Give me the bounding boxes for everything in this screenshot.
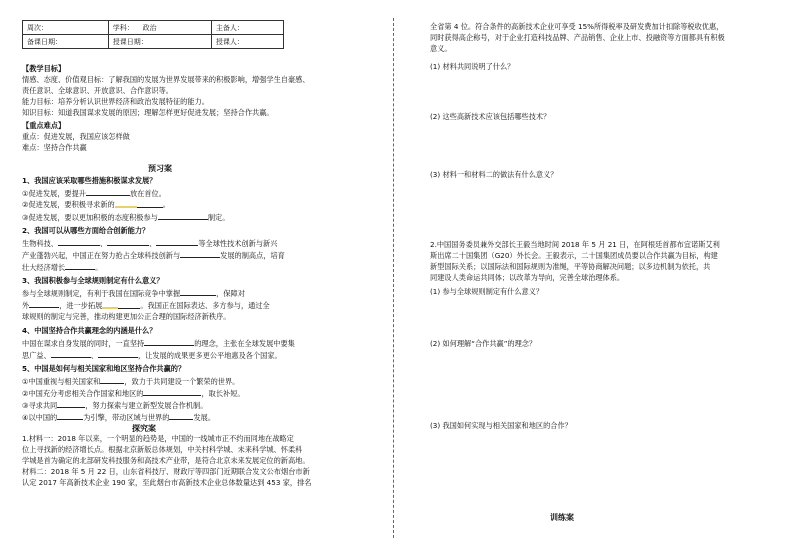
- q5-b: ②中国充分考虑相关合作国家和地区的 ，取长补短。: [22, 389, 245, 398]
- q1-b: ②促进发展，要积极寻求新的 。: [22, 200, 170, 209]
- blank[interactable]: [65, 262, 95, 270]
- q2-b: 产业蓬勃兴起，中国正在努力抢占全球科技创新与 发展的制高点，培育: [22, 251, 285, 260]
- goal-emotion-2: 责任意识、全球意识、开放意识、合作意识等。: [22, 86, 173, 95]
- q4-b: 思广益、 、 ，让发展的成果更多更公平地惠及各个国家。: [22, 351, 282, 360]
- q1-a: ①促进发展，要提升 放在首位。: [22, 189, 166, 198]
- material-2-cont-1: 全省第 4 位。符合条件的高新技术企业可享受 15%所得税率及研发费加计扣除等税收优惠，: [430, 22, 724, 31]
- blank[interactable]: [98, 350, 138, 358]
- q3-a: 参与全球规则制定，有利于我国在国际竞争中掌握 ，保障对: [22, 289, 245, 298]
- info-row-2: [23, 35, 284, 49]
- highlight-mark: [102, 304, 118, 309]
- info-row-1: [23, 21, 284, 35]
- highlight-mark: [115, 203, 137, 208]
- inquiry-title: 探究案: [132, 424, 156, 433]
- q3-b: 外 ，进一步拓展 。我国正在国际表达、多方参与，通过全: [22, 301, 270, 310]
- blank[interactable]: [180, 288, 216, 296]
- info-table: [22, 20, 284, 49]
- question-2-3: (3) 我国如何实现与相关国家和地区的合作？: [430, 421, 572, 430]
- key-points-header: 【重点难点】: [22, 121, 66, 130]
- q1-heading: 1、我国应该采取哪些措施积极谋求发展？: [22, 176, 157, 185]
- q2-a: 生物科技、 、 、 等全球性技术创新与新兴: [22, 239, 278, 248]
- material-3-line-3: 新型国际关系；以国际法和国际规则为准绳，平等协商解决问题；以多边机制为依托，共: [430, 262, 711, 271]
- goal-emotion-1: 情感、态度、价值观目标：了解我国的发展为世界发展带来的积极影响，增强学生自豪感、: [22, 75, 310, 84]
- material-1-line-2: 位上寻找新的经济增长点。根据北京新版总体规划，中关村科学城、未来科学城、怀柔科: [22, 445, 303, 454]
- blank[interactable]: [51, 350, 91, 358]
- q5-a: ①中国重视与相关国家和 ，致力于共同建设一个繁荣的世界。: [22, 377, 240, 386]
- blank[interactable]: [115, 200, 163, 208]
- blank[interactable]: [57, 400, 85, 408]
- blank[interactable]: [169, 412, 193, 420]
- goal-knowledge: 知识目标：知道我国谋求发展的原因；理解怎样更好促进发展；坚持合作共赢。: [22, 108, 274, 117]
- q2-c: 壮大经济增长 。: [22, 263, 103, 272]
- q1-c: ③促进发展，要以更加积极的态度积极参与 制定。: [22, 213, 230, 222]
- q5-d: ④以中国的 为引擎，带动区域与世界的 发展。: [22, 413, 216, 422]
- question-1-1: (1) 材料共同说明了什么？: [430, 62, 515, 71]
- material-1-line-1: 1.材料一：2018 年以来，一个明显的趋势是，中国的一线城市正不约而同地在战略定: [22, 434, 294, 443]
- material-3-line-1: 2.中国国务委员兼外交部长王毅当地时间 2018 年 5 月 21 日，在阿根廷首都布宜诺斯艾利: [430, 240, 720, 249]
- material-2-line-2: 认定 2017 年高新技术企业 190 家，至此烟台市高新技术企业总体数量达到 453 家，排名: [22, 478, 312, 487]
- blank[interactable]: [86, 188, 130, 196]
- q3-heading: 3、我国积极参与全球规则制定有什么意义？: [22, 276, 164, 285]
- difficulty-line: 难点：坚持合作共赢: [22, 143, 87, 152]
- goals-header: 【教学目标】: [22, 64, 66, 73]
- q2-heading: 2、我国可以从哪些方面给合创新能力？: [22, 226, 150, 235]
- blank[interactable]: [107, 238, 149, 246]
- q5-heading: 5、中国是如何与相关国家和地区坚持合作共赢的？: [22, 364, 186, 373]
- material-3-line-2: 斯出席二十国集团（G20）外长会。王毅表示，二十国集团成员要以合作共赢为目标，构建: [430, 251, 718, 260]
- q4-a: 中国在谋求自身发展的同时，一直坚持 的理念，主张在全球发展中要集: [22, 339, 295, 348]
- training-title: 训练案: [550, 513, 574, 522]
- blank[interactable]: [29, 300, 59, 308]
- blank[interactable]: [156, 238, 198, 246]
- question-2-1: (1) 参与全球规则制定有什么意义？: [430, 287, 544, 296]
- week-cell: 周次：: [23, 21, 109, 35]
- material-2-line-1: 材料二：2018 年 5 月 22 日，山东省科技厅、财政厅等四部门近期联合发文公布烟台市新: [22, 467, 310, 476]
- blank[interactable]: [143, 388, 201, 396]
- preview-title: 预习案: [148, 164, 172, 173]
- blank[interactable]: [100, 376, 124, 384]
- subject-cell: 学科： 政治: [108, 21, 211, 35]
- question-2-2: (2) 如何理解“合作共赢”的理念？: [430, 339, 537, 348]
- teacher-cell: 授课人：: [211, 35, 283, 49]
- question-1-2: (2) 这些高新技术应该包括哪些技术？: [430, 112, 551, 121]
- question-1-3: (3) 材料一和材料二的做法有什么意义？: [430, 170, 558, 179]
- blank[interactable]: [180, 250, 220, 258]
- material-2-cont-3: 意义。: [430, 44, 452, 53]
- goal-ability: 能力目标：培养分析认识世界经济和政治发展特征的能力。: [22, 97, 209, 106]
- column-divider: [393, 18, 394, 538]
- blank[interactable]: [58, 238, 100, 246]
- focus-line: 重点：促进发展，我国应该怎样做: [22, 132, 130, 141]
- blank[interactable]: [57, 412, 83, 420]
- q4-heading: 4、中国坚持合作共赢理念的内涵是什么？: [22, 326, 157, 335]
- blank[interactable]: [144, 338, 194, 346]
- teach-date-cell: 授课日期：: [108, 35, 211, 49]
- blank[interactable]: [158, 212, 208, 220]
- material-1-line-3: 学城是首为确定的北部研发科技服务和高技术产业带，是符合北京未来发展定位的新高地。: [22, 456, 310, 465]
- prep-date-cell: 备课日期：: [23, 35, 109, 49]
- blank[interactable]: [102, 301, 140, 309]
- material-2-cont-2: 同时获得高企称号，对于企业打造科技品牌、产品销售、企业上市、投融资等方面都具有积极: [430, 33, 725, 42]
- q3-c: 球规则的制定与完善，推动构建更加公正合理的国际经济新秩序。: [22, 312, 231, 321]
- preparer-cell: 主备人：: [211, 21, 283, 35]
- material-3-line-4: 同建设人类命运共同体；以改革为导向，完善全球治理体系。: [430, 273, 625, 282]
- q5-c: ③寻求共同 ，努力探索与建立新型发展合作机制。: [22, 401, 208, 410]
